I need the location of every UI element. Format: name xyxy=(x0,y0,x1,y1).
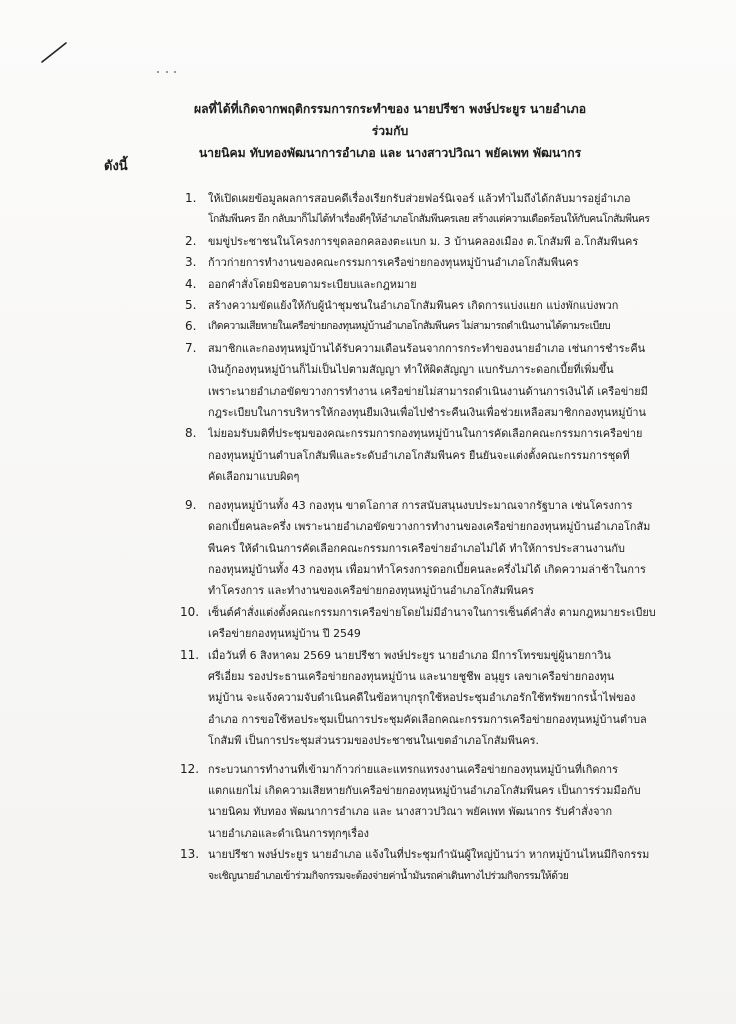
list-item xyxy=(185,252,715,273)
item-line: สมาชิกและกองทุนหมู่บ้านได้รับความเดือนร้อนจากการกระทำของนายอำเภอ เช่นการชำระคืน xyxy=(208,341,646,355)
title-line-1: ผลที่ได้ที่เกิดจากพฤติกรรมการกระทำของ นายปรีชา พงษ์ประยูร นายอำเภอ xyxy=(193,102,587,116)
item-number: 4. xyxy=(185,276,197,291)
item-line: แตกแยกไม่ เกิดความเสียหายกับเครือข่ายกองทุนหมู่บ้านอำเภอโกสัมพีนคร เป็นการร่วมมือกับ xyxy=(208,783,641,797)
document-title xyxy=(110,98,670,164)
item-number: 3. xyxy=(185,255,197,270)
title-line-2: ร่วมกับ xyxy=(371,124,409,138)
item-line: ทำโครงการ และทำงานของเครือข่ายกองทุนหมู่บ้านอำเภอโกสัมพีนคร xyxy=(208,584,535,598)
item-line: ดอกเบี้ยคนละครึ่ง เพราะนายอำเภอขัดขวางการทำงานของเครือข่ายกองทุนหมู่บ้านอำเภอโกสัม xyxy=(208,520,651,534)
item-line: เงินกู้กองทุนหมู่บ้านก็ไม่เป็นไปตามสัญญา ทำให้ผิดสัญญา แบกรับภาระดอกเบี้ยที่เพิ่มขึ้น xyxy=(208,363,614,377)
item-number: 1. xyxy=(185,191,197,205)
item-number: 12. xyxy=(180,761,200,776)
list-item xyxy=(185,423,715,487)
list-item xyxy=(180,602,715,645)
item-line: กองทุนหมู่บ้านทั้ง 43 กองทุน ขาดโอกาส การสนับสนุนงบประมาณจากรัฐบาล เช่นโครงการ xyxy=(208,498,633,512)
item-number: 2. xyxy=(185,233,197,248)
item-line: โกสัมพีนคร อีก กลับมาก็ไม่ได้ทำเรื่องดีๆให้อำเภอโกสัมพีนครเลย สร้างแต่ความเดือดร้อนให้กับคนโกสัมพีนคร xyxy=(208,213,650,226)
list-item xyxy=(185,274,715,295)
item-line: หมู่บ้าน จะแจ้งความจับดำเนินคดีในข้อหาบุกรุกใช้หอประชุมอำเภอรักใช้ทรัพยากรน้ำไฟของ xyxy=(208,691,636,705)
item-line: เมื่อวันที่ 6 สิงหาคม 2569 นายปรีชา พงษ์ประยูร นายอำเภอ มีการโทรขมขู่ผู้นายกาวิน xyxy=(208,648,611,662)
list-lead-label: ดังนี้ xyxy=(104,159,128,174)
item-line: กองทุนหมู่บ้านทั้ง 43 กองทุน เพื่อมาทำโครงการดอกเบี้ยคนละครึ่งไม่ได้ เกิดความล่าช้าในการ xyxy=(208,562,646,576)
item-line: ให้เปิดเผยข้อมูลผลการสอบคดีเรื่องเรียกรับส่วยฟอร์นิเจอร์ แล้วทำไมถึงได้กลับมารอยู่อำเภอ xyxy=(208,192,631,205)
item-line: กองทุนหมู่บ้านตำบลโกสัมพีและระดับอำเภอโกสัมพีนคร ยืนยันจะแต่งตั้งคณะกรรมการชุดที่ xyxy=(208,448,630,462)
item-number: 11. xyxy=(180,647,200,662)
item-line: เกิดความเสียหายในเครือข่ายกองทุนหมู่บ้านอำเภอโกสัมพีนคร ไม่สามารถดำเนินงานได้ตามระเบียบ xyxy=(208,320,611,333)
item-line: ศรีเอี่ยม รองประธานเครือข่ายกองทุนหมู่บ้าน และนายชูชีพ อนุยูร เลขาเครือข่ายกองทุน xyxy=(208,669,615,683)
pen-slash-mark xyxy=(40,40,68,64)
list-item xyxy=(185,495,715,602)
item-line: โกสัมพี เป็นการประชุมส่วนรวมของประชาชนในเขตอำเภอโกสัมพีนคร. xyxy=(208,734,539,748)
numbered-list xyxy=(180,188,715,887)
item-line: เครือข่ายกองทุนหมู่บ้าน ปี 2549 xyxy=(208,627,361,641)
item-line: จะเชิญนายอำเภอเข้าร่วมกิจกรรมจะต้องจ่ายค่าน้ำมันรถค่าเดินทางไปร่วมกิจกรรมให้ด้วย xyxy=(208,869,569,882)
item-line: พีนคร ให้ดำเนินการคัดเลือกคณะกรรมการเครือข่ายอำเภอไม่ได้ ทำให้การประสานงานกับ xyxy=(208,541,625,555)
item-number: 10. xyxy=(180,604,200,619)
item-line: นายปรีชา พงษ์ประยูร นายอำเภอ แจ้งในที่ประชุมกำนันผู้ใหญ่บ้านว่า หากหมู่บ้านไหนมีกิจกรรม xyxy=(208,848,650,862)
item-number: 8. xyxy=(185,426,197,441)
item-number: 5. xyxy=(185,298,197,313)
item-number: 9. xyxy=(185,497,197,512)
item-line: อำเภอ การขอใช้หอประชุมเป็นการประชุมคัดเลือกคณะกรรมการเครือข่ายกองทุนหมู่บ้านตำบล xyxy=(208,712,647,726)
list-item xyxy=(185,231,715,252)
item-line: สร้างความขัดแย้งให้กับผู้นำชุมชนในอำเภอโกสัมพีนคร เกิดการแบ่งแยก แบ่งพักแบ่งพวก xyxy=(208,299,619,313)
item-line: ขมขู่ประชาชนในโครงการขุดลอกคลองตะแบก ม. 3 บ้านคลองเมือง ต.โกสัมพี อ.โกสัมพีนคร xyxy=(208,234,639,248)
list-item xyxy=(185,338,715,424)
item-number: 7. xyxy=(185,340,197,355)
list-item xyxy=(180,645,715,752)
item-line: ไม่ยอมรับมติที่ประชุมของคณะกรรมการกองทุนหมู่บ้านในการคัดเลือกคณะกรรมการเครือข่าย xyxy=(208,427,643,441)
item-line: เพราะนายอำเภอขัดขวางการทำงาน เครือข่ายไม่สามารถดำเนินงานด้านการเงินได้ เครือข่ายมี xyxy=(208,384,648,398)
item-line: คัดเลือกมาแบบผิดๆ xyxy=(208,470,300,484)
list-item xyxy=(180,844,715,887)
item-line: ก้าวก่ายการทำงานของคณะกรรมการเครือข่ายกองทุนหมู่บ้านอำเภอโกสัมพีนคร xyxy=(208,256,579,270)
item-line: เซ็นต์คำสั่งแต่งตั้งคณะกรรมการเครือข่ายโดยไม่มีอำนาจในการเซ็นต์คำสั่ง ตามกฎหมายระเบียบ xyxy=(208,605,656,619)
list-item xyxy=(185,188,715,231)
list-item xyxy=(185,295,715,316)
item-line: ออกคำสั่งโดยมิชอบตามระเบียบและกฎหมาย xyxy=(208,277,417,291)
item-line: กระบวนการทำงานที่เข้ามาก้าวก่ายและแทรกแทรงงานเครือข่ายกองทุนหมู่บ้านที่เกิดการ xyxy=(208,762,618,776)
item-number: 13. xyxy=(180,847,200,862)
list-item xyxy=(180,759,715,845)
item-line: กฎระเบียบในการบริหารให้กองทุนยืมเงินเพื่อไปชำระคืนเงินเพื่อช่วยเหลือสมาชิกกองทุนหมู่บ้าน xyxy=(208,406,646,420)
title-line-3: นายนิคม ทับทองพัฒนาการอำเภอ และ นางสาวปวิณา พยัคเพท พัฒนากร xyxy=(198,146,582,160)
item-line: นายนิคม ทับทอง พัฒนาการอำเภอ และ นางสาวปวิณา พยัคเพท พัฒนากร รับคำสั่งจาก xyxy=(208,805,613,819)
item-line: นายอำเภอและดำเนินการทุกๆเรื่อง xyxy=(208,826,369,840)
item-number: 6. xyxy=(185,319,197,334)
list-item xyxy=(185,316,715,337)
scan-speck-marks xyxy=(155,70,179,74)
